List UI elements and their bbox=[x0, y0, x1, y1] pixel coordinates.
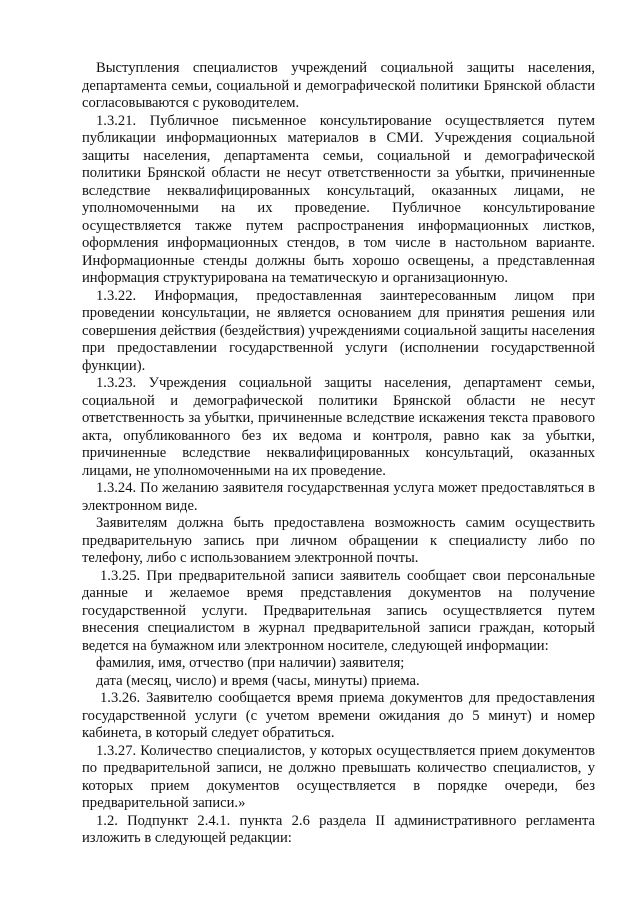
paragraph-1-3-27: 1.3.27. Количество специалистов, у которых осуществляется прием документов по предварительной записи, не должно превышать количество специалистов, у которых прием документов осуществляется в порядке очереди, без предварительной записи.» bbox=[82, 742, 595, 811]
paragraph-1-3-21: 1.3.21. Публичное письменное консультирование осуществляется путем публикации информационных материалов в СМИ. Учреждения социальной защиты населения, департамента семьи, социальной и демографической политики Брянской области не несут ответственности за убытки, причиненные вследствие неквалифицированных консультаций, оказанных лицами, не уполномоченными на их проведение. Публичное консультирование осуществляется также путем распространения информационных листков, оформления информационных стендов, в том числе в настольном варианте. Информационные стенды должны быть хорошо освещены, а представленная информация структурирована на тематическую и организационную. bbox=[82, 112, 595, 286]
paragraph-speeches-approval: Выступления специалистов учреждений социальной защиты населения, департамента семьи, социальной и демографической политики Брянской области согласовываются с руководителем. bbox=[82, 60, 595, 111]
paragraph-1-3-24: 1.3.24. По желанию заявителя государственная услуга может предоставляться в электронном виде. bbox=[82, 480, 595, 514]
paragraph-list-item-name: фамилия, имя, отчество (при наличии) заявителя; bbox=[96, 655, 405, 671]
document-page bbox=[82, 60, 595, 848]
paragraph-1-3-25: 1.3.25. При предварительной записи заявитель сообщает свои персональные данные и желаемое время представления документов на получение государственной услуги. Предварительная запись осуществляется путем внесения специалистом в журнал предварительной записи граждан, который ведется на бумажном или электронном носителе, следующей информации: bbox=[82, 567, 595, 654]
paragraph-1-3-23: 1.3.23. Учреждения социальной защиты населения, департамент семьи, социальной и демографической политики Брянской области не несут ответственность за убытки, причиненные вследствие искажения текста правового акта, опубликованного без их ведома и контроля, равно как за убытки, причиненные вследствие неквалифицированных консультаций, оказанных лицами, не уполномоченными на их проведение. bbox=[82, 375, 595, 479]
paragraph-1-3-26: 1.3.26. Заявителю сообщается время приема документов для предоставления государственной услуги (с учетом времени ожидания до 5 минут) и номер кабинета, в который следует обратиться. bbox=[82, 690, 595, 741]
paragraph-preliminary-registration: Заявителям должна быть предоставлена возможность самим осуществить предварительную запись при личном обращении к специалисту либо по телефону, либо с использованием электронной почты. bbox=[82, 515, 595, 566]
paragraph-1-2-amendment: 1.2. Подпункт 2.4.1. пункта 2.6 раздела II административного регламента изложить в следующей редакции: bbox=[82, 812, 595, 846]
paragraph-list-item-date: дата (месяц, число) и время (часы, минуты) приема. bbox=[96, 672, 420, 689]
paragraph-1-3-22: 1.3.22. Информация, предоставленная заинтересованным лицом при проведении консультации, не является основанием для принятия решения или совершения действия (бездействия) учреждениями социальной защиты населения при предоставлении государственной услуги (исполнении государственной функции). bbox=[82, 287, 595, 374]
